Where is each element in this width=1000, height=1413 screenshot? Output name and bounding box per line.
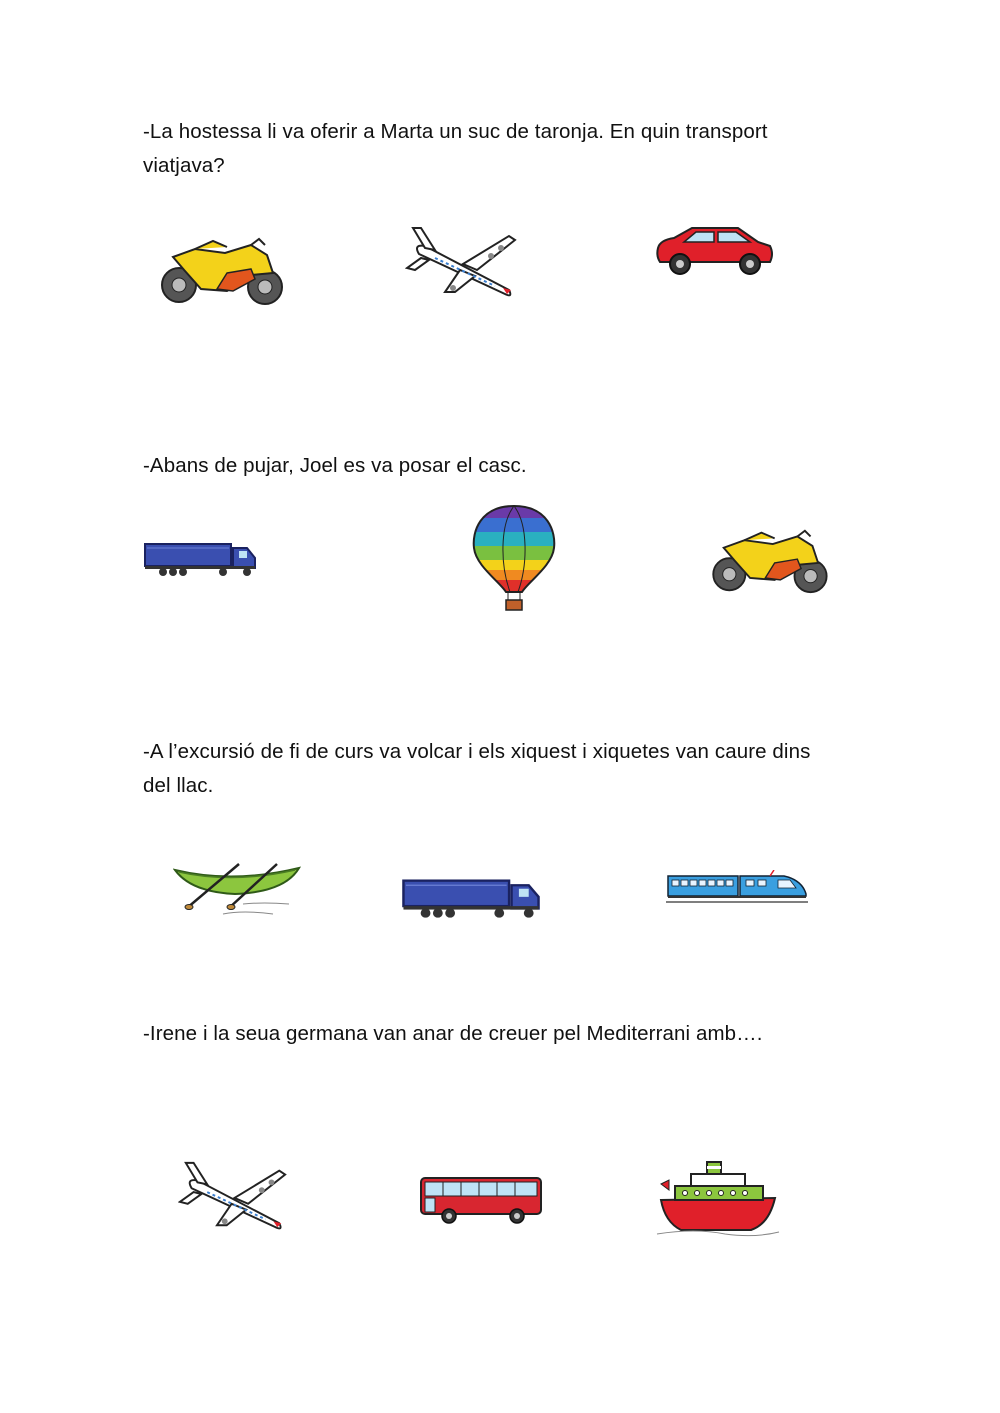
motorcycle-icon [703,527,835,595]
truck-icon [143,540,257,578]
bus-icon [419,1176,543,1224]
truck-icon [401,876,541,920]
airplane-icon [405,218,520,306]
option-2-3[interactable] [703,527,835,595]
option-2-2[interactable] [470,504,558,612]
question-4-text: -Irene i la seua germana van anar de creuer pel Mediterrani amb…. [143,1022,763,1045]
option-3-2[interactable] [401,876,541,920]
hot-air-balloon-icon [470,504,558,612]
question-3-text: -A l’excursió de fi de curs va volcar i els xiquest i xiquetes van caure dins del llac. [143,740,811,797]
airplane-icon [178,1152,290,1240]
train-icon [666,870,808,904]
option-1-1[interactable] [155,235,287,307]
motorcycle-icon [155,235,287,307]
question-1-text: -La hostessa li va oferir a Marta un suc de taronja. En quin transport viatjava? [143,120,768,177]
option-3-3[interactable] [666,870,808,904]
cruise-ship-icon [655,1160,781,1242]
option-2-1[interactable] [143,540,257,578]
question-2-text: -Abans de pujar, Joel es va posar el casc. [143,454,527,477]
option-1-3[interactable] [654,226,776,276]
rowing-boat-icon [173,862,303,920]
option-1-2[interactable] [405,218,520,306]
option-4-2[interactable] [419,1176,543,1224]
option-3-1[interactable] [173,862,303,920]
option-4-3[interactable] [655,1160,781,1242]
car-icon [654,226,776,276]
option-4-1[interactable] [178,1152,290,1240]
